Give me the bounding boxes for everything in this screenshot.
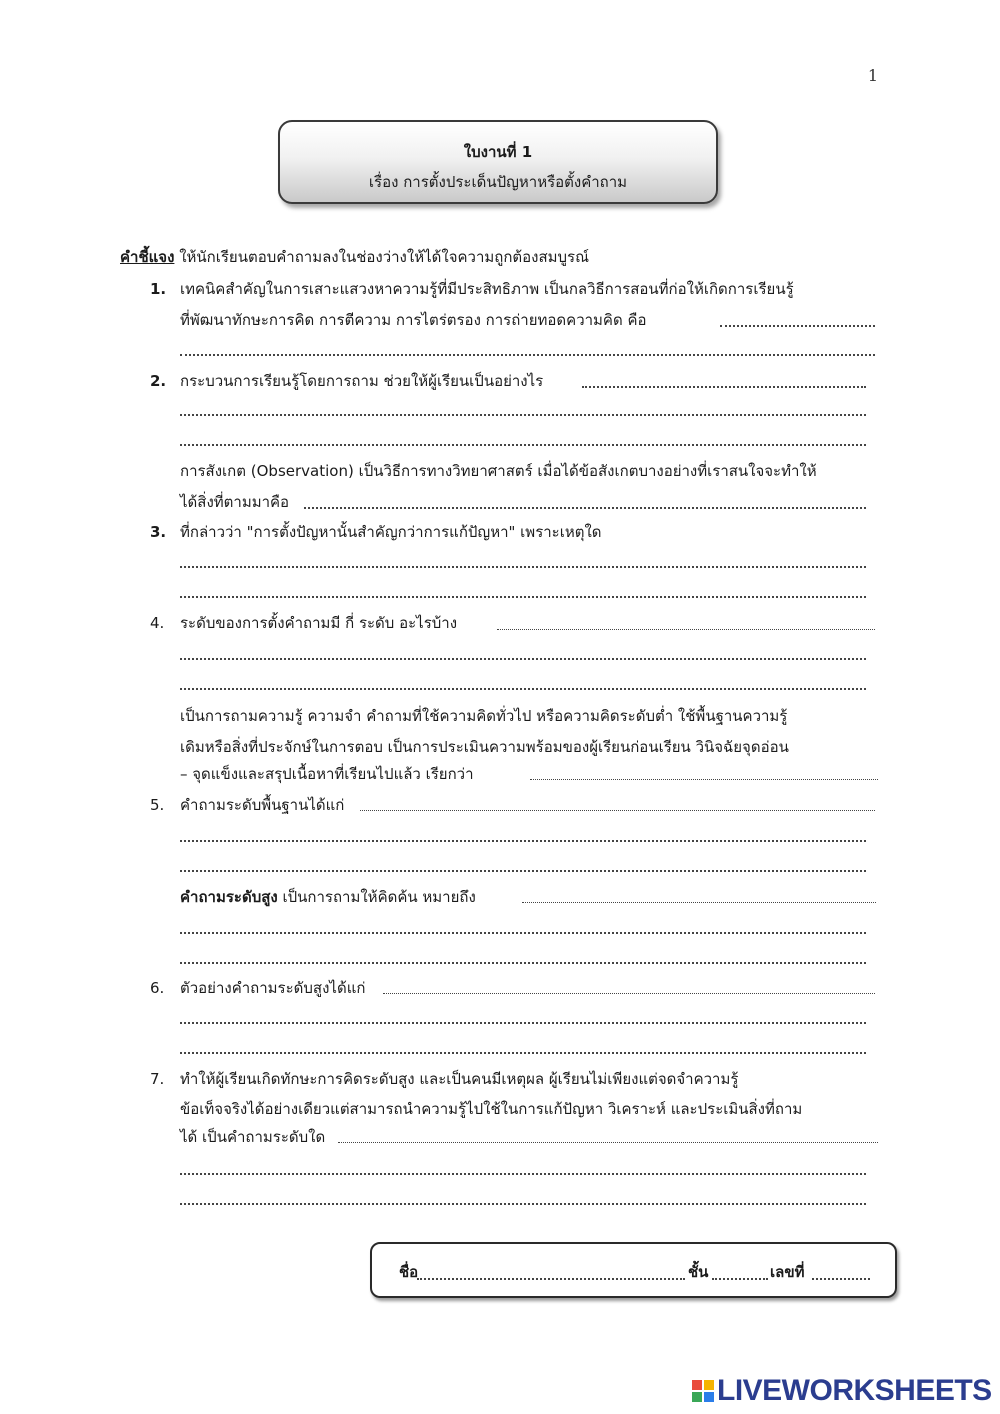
name-label: ชื่อ — [399, 1263, 419, 1281]
number-field[interactable] — [812, 1278, 870, 1280]
question-6-text-line1: ตัวอย่างคำถามระดับสูงได้แก่ — [180, 979, 366, 997]
answer-1-line2[interactable] — [180, 354, 875, 356]
student-info-box — [370, 1242, 897, 1298]
answer-2b-line1[interactable] — [304, 507, 866, 509]
answer-3-line1[interactable] — [180, 566, 866, 568]
question-number-6: 6. — [150, 979, 165, 997]
answer-5-line2[interactable] — [180, 840, 866, 842]
question-4b-text-line1: เป็นการถามความรู้ ความจำ คำถามที่ใช้ความคิดทั่วไป หรือความคิดระดับต่ำ ใช้พื้นฐานความรู้ — [180, 707, 788, 725]
answer-5-line3[interactable] — [180, 870, 866, 872]
answer-4-line1[interactable] — [497, 629, 875, 630]
question-2b-text-line1: การสังเกต (Observation) เป็นวิธีการทางวิทยาศาสตร์ เมื่อได้ข้อสังเกตบางอย่างที่เราสนใจจะทำให้ — [180, 462, 817, 480]
question-number-2: 2. — [150, 372, 167, 390]
name-field[interactable] — [417, 1278, 685, 1280]
question-5b-rest: เป็นการถามให้คิดค้น หมายถึง — [282, 888, 476, 906]
question-7-text-line3: ได้ เป็นคำถามระดับใด — [180, 1128, 326, 1146]
question-4b-text-line3: – จุดแข็งและสรุปเนื้อหาที่เรียนไปแล้ว เรียกว่า — [180, 765, 474, 783]
class-field[interactable] — [712, 1278, 768, 1280]
question-5-text-line1: คำถามระดับพื้นฐานได้แก่ — [180, 796, 345, 814]
answer-6-line3[interactable] — [180, 1052, 866, 1054]
answer-5b-line1[interactable] — [522, 902, 876, 903]
instructions-label: คำชี้แจง — [120, 248, 175, 266]
page-number: 1 — [867, 66, 878, 85]
instructions-text: ให้นักเรียนตอบคำถามลงในช่องว่างให้ได้ใจความถูกต้องสมบูรณ์ — [179, 248, 590, 266]
answer-6-line1[interactable] — [383, 993, 875, 994]
answer-7-line3[interactable] — [180, 1203, 866, 1205]
question-7-text-line2: ข้อเท็จจริงได้อย่างเดียวแต่สามารถนำความรู้ไปใช้ในการแก้ปัญหา วิเคราะห์ และประเมินสิ่งที่ถาม — [180, 1100, 803, 1118]
question-2-text-line1: กระบวนการเรียนรู้โดยการถาม ช่วยให้ผู้เรียนเป็นอย่างไร — [180, 372, 544, 390]
question-1-text-line2 — [180, 310, 647, 330]
answer-3-line2[interactable] — [180, 596, 866, 598]
answer-5-line1[interactable] — [360, 810, 875, 811]
answer-2-line3[interactable] — [180, 444, 866, 446]
brand-name: LIVEWORKSHEETS — [717, 1374, 992, 1407]
answer-4-line3[interactable] — [180, 688, 866, 690]
liveworksheets-logo — [692, 1374, 992, 1408]
question-5b-text — [180, 887, 476, 907]
answer-5b-line3[interactable] — [180, 962, 866, 964]
question-1-text-line2-content: ที่พัฒนาทักษะการคิด การตีความ การไตร่ตรอง การถ่ายทอดความคิด คือ — [180, 311, 647, 329]
answer-7-line1[interactable] — [338, 1142, 878, 1143]
question-number-4: 4. — [150, 614, 165, 632]
instructions — [120, 247, 589, 267]
worksheet-title-box — [278, 120, 718, 204]
class-label: ชั้น — [688, 1263, 709, 1281]
answer-1-line1[interactable] — [720, 325, 875, 327]
question-2b-text-line2: ได้สิ่งที่ตามมาคือ — [180, 493, 290, 511]
answer-7-line2[interactable] — [180, 1173, 866, 1175]
question-4b-text-line2: เดิมหรือสิ่งที่ประจักษ์ในการตอบ เป็นการประเมินความพร้อมของผู้เรียนก่อนเรียน วินิจฉัยจุดอ่อน — [180, 738, 789, 756]
question-3-text-line1: ที่กล่าวว่า "การตั้งปัญหานั้นสำคัญกว่าการแก้ปัญหา" เพราะเหตุใด — [180, 523, 602, 541]
question-1-text-line1: เทคนิคสำคัญในการเสาะแสวงหาความรู้ที่มีประสิทธิภาพ เป็นกลวิธีการสอนที่ก่อให้เกิดการเรียนรู้ — [180, 280, 794, 298]
question-5b-bold: คำถามระดับสูง — [180, 888, 278, 906]
worksheet-topic: เรื่อง การตั้งประเด็นปัญหาหรือตั้งคำถาม — [368, 173, 628, 191]
question-number-3: 3. — [150, 523, 167, 541]
question-number-7: 7. — [150, 1070, 165, 1088]
question-number-5: 5. — [150, 796, 165, 814]
answer-2-line1[interactable] — [582, 386, 866, 388]
answer-4-line2[interactable] — [180, 658, 866, 660]
question-4-text-line1: ระดับของการตั้งคำถามมี กี่ ระดับ อะไรบ้าง — [180, 614, 458, 632]
question-number-1: 1. — [150, 280, 167, 298]
number-label: เลขที่ — [770, 1263, 805, 1281]
question-7-text-line1: ทำให้ผู้เรียนเกิดทักษะการคิดระดับสูง และเป็นคนมีเหตุผล ผู้เรียนไม่เพียงแต่จดจำความรู้ — [180, 1070, 739, 1088]
answer-4b-line1[interactable] — [530, 779, 878, 780]
answer-6-line2[interactable] — [180, 1022, 866, 1024]
worksheet-number: ใบงานที่ 1 — [463, 143, 533, 161]
logo-tiles-icon — [692, 1380, 714, 1402]
answer-2-line2[interactable] — [180, 414, 866, 416]
answer-5b-line2[interactable] — [180, 932, 866, 934]
